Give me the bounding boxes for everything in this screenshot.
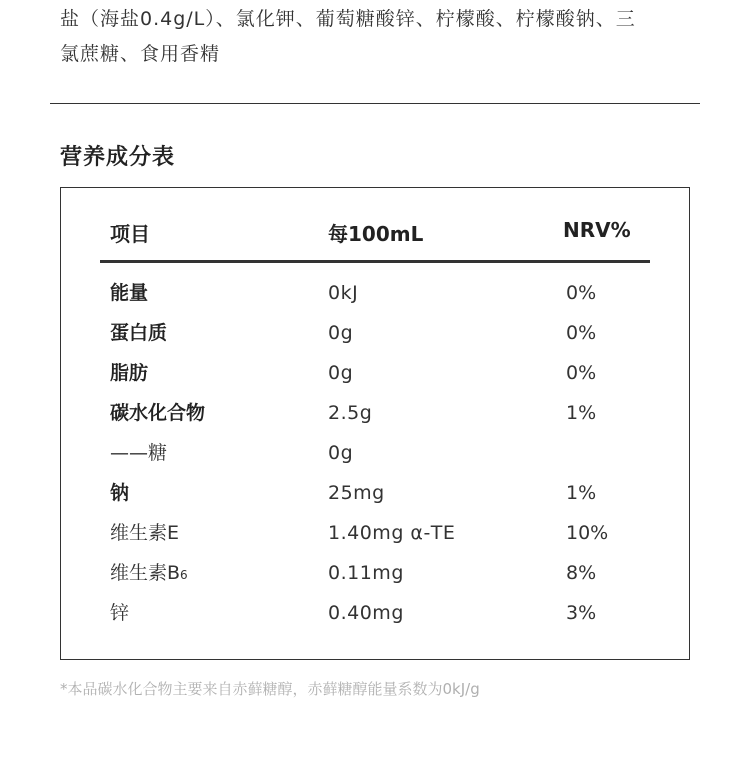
item-label: ——糖: [110, 442, 168, 464]
item-label: 蛋白质: [110, 322, 168, 344]
cell-nrv: 0%: [566, 282, 597, 304]
ingredients-line-1: 盐（海盐0.4g/L）、氯化钾、葡萄糖酸锌、柠檬酸、柠檬酸钠、三: [60, 8, 636, 30]
table-row: [0, 599, 750, 639]
cell-nrv: 8%: [566, 562, 597, 584]
header-item: 项目: [110, 222, 150, 246]
item-label: 钠: [110, 482, 130, 504]
header-nrv: NRV%: [563, 218, 631, 242]
table-row: [0, 559, 750, 599]
cell-item: [110, 599, 129, 627]
ingredients-text: [60, 2, 700, 72]
cell-nrv: 0%: [566, 322, 597, 344]
cell-per-100ml: 1.40mg α-TE: [328, 522, 456, 544]
table-row: [0, 319, 750, 359]
item-label: 维生素B: [110, 562, 181, 584]
cell-nrv: 0%: [566, 362, 597, 384]
cell-item: [110, 279, 148, 307]
cell-item: [110, 479, 129, 507]
cell-nrv: 10%: [566, 522, 609, 544]
cell-per-100ml: 25mg: [328, 482, 385, 504]
table-row: [0, 519, 750, 559]
item-label: 能量: [110, 282, 149, 304]
table-row: [0, 359, 750, 399]
item-subscript: 6: [180, 568, 188, 582]
cell-per-100ml: 2.5g: [328, 402, 373, 424]
item-label: 维生素E: [110, 522, 180, 544]
cell-per-100ml: 0.11mg: [328, 562, 404, 584]
header-per-100ml: 每100mL: [328, 222, 424, 246]
section-divider: [50, 103, 700, 104]
cell-item: [110, 319, 167, 347]
table-row: [0, 439, 750, 479]
cell-per-100ml: 0kJ: [328, 282, 359, 304]
cell-per-100ml: 0.40mg: [328, 602, 404, 624]
item-label: 脂肪: [110, 362, 149, 384]
ingredients-line-2: 氯蔗糖、食用香精: [60, 43, 221, 65]
cell-per-100ml: 0g: [328, 442, 354, 464]
cell-nrv: 1%: [566, 482, 597, 504]
cell-item: [110, 519, 179, 547]
header-rule: [100, 260, 650, 263]
cell-item: [110, 439, 167, 467]
item-label: 碳水化合物: [110, 402, 206, 424]
cell-per-100ml: 0g: [328, 322, 354, 344]
table-row: [0, 279, 750, 319]
cell-item: [110, 399, 205, 427]
footnote: *本品碳水化合物主要来自赤藓糖醇，赤藓糖醇能量系数为0kJ/g: [60, 680, 480, 698]
cell-item: [110, 359, 148, 387]
cell-nrv: 3%: [566, 602, 597, 624]
table-row: [0, 399, 750, 439]
section-title: 营养成分表: [60, 145, 176, 170]
cell-nrv: 1%: [566, 402, 597, 424]
table-row: [0, 479, 750, 519]
cell-per-100ml: 0g: [328, 362, 354, 384]
cell-item: [110, 559, 188, 589]
item-label: 锌: [110, 602, 130, 624]
